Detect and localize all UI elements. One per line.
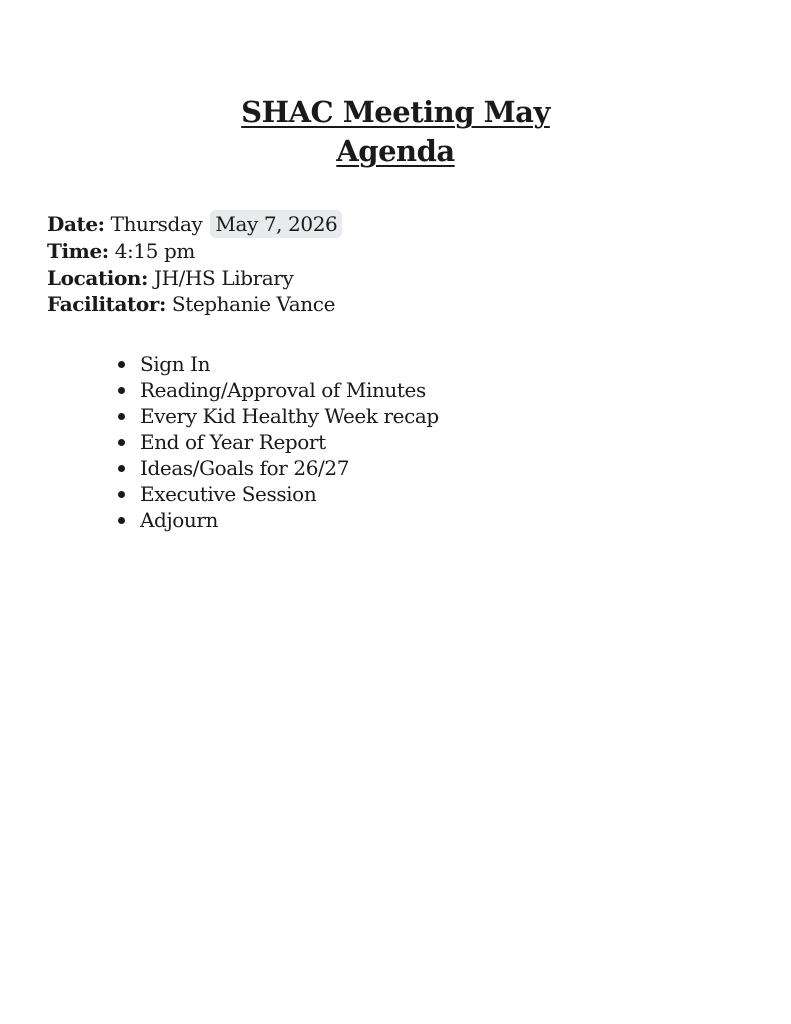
title-line-1: SHAC Meeting May [241, 95, 550, 129]
agenda-item-text: Ideas/Goals for 26/27 [140, 456, 350, 480]
agenda-item-text: Every Kid Healthy Week recap [140, 404, 439, 428]
location-value: JH/HS Library [154, 265, 294, 290]
bullet-icon [118, 413, 125, 420]
location-row [47, 265, 342, 292]
facilitator-label: Facilitator: [47, 292, 166, 316]
meeting-details [47, 210, 342, 318]
bullet-icon [118, 465, 125, 472]
date-day: Thursday [110, 212, 203, 236]
list-item [118, 507, 439, 533]
list-item [118, 403, 439, 429]
page-title [0, 93, 791, 171]
bullet-icon [118, 387, 125, 394]
bullet-icon [118, 491, 125, 498]
time-row [47, 238, 342, 265]
agenda-item-text: Executive Session [140, 482, 317, 506]
bullet-icon [118, 439, 125, 446]
bullet-icon [118, 361, 125, 368]
list-item [118, 377, 439, 403]
agenda-list [118, 351, 439, 533]
time-value: 4:15 pm [114, 239, 195, 263]
agenda-item-text: End of Year Report [140, 430, 326, 454]
date-chip[interactable]: May 7, 2026 [210, 210, 342, 238]
location-label: Location: [47, 265, 149, 290]
list-item [118, 351, 439, 377]
facilitator-row [47, 291, 342, 318]
date-row [47, 210, 342, 238]
list-item [118, 455, 439, 481]
agenda-item-text: Sign In [140, 352, 211, 376]
title-line-2: Agenda [336, 134, 455, 168]
time-label: Time: [47, 239, 109, 263]
bullet-icon [118, 517, 125, 524]
facilitator-value: Stephanie Vance [171, 292, 336, 316]
list-item [118, 429, 439, 455]
list-item [118, 481, 439, 507]
agenda-item-text: Adjourn [140, 508, 219, 532]
date-label: Date: [47, 212, 105, 236]
agenda-item-text: Reading/Approval of Minutes [140, 378, 426, 402]
